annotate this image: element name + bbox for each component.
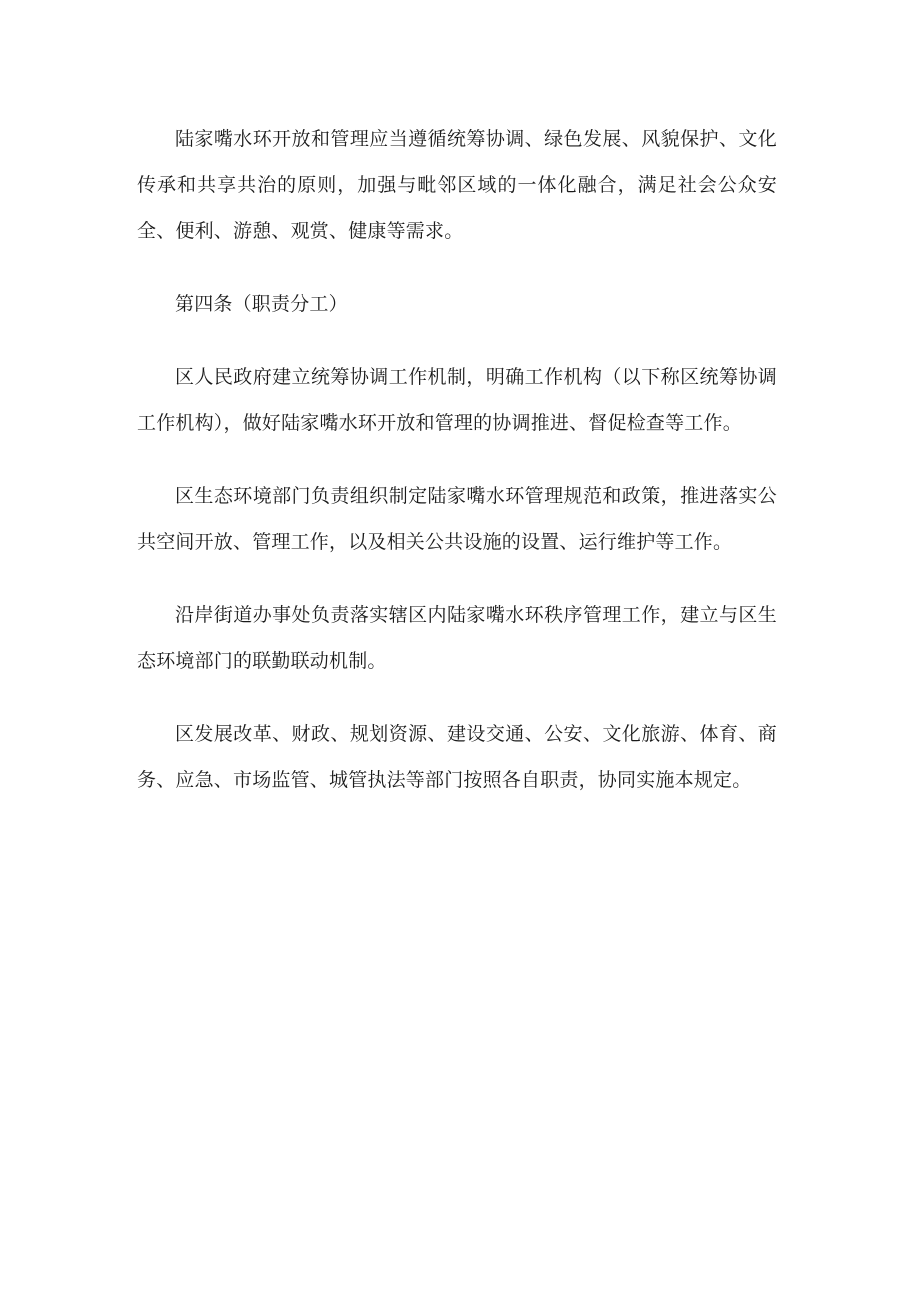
article-heading: 第四条（职责分工） [175, 293, 348, 315]
paragraph-other-departments: 区发展改革、财政、规划资源、建设交通、公安、文化旅游、体育、商务、应急、市场监管、城管执法等部门按照各自职责，协同实施本规定。 [137, 723, 777, 791]
document-body [137, 116, 777, 830]
paragraph-ecology-department: 区生态环境部门负责组织制定陆家嘴水环管理规范和政策，推进落实公共空间开放、管理工作，以及相关公共设施的设置、运行维护等工作。 [137, 485, 777, 553]
paragraph-district-government: 区人民政府建立统筹协调工作机制，明确工作机构（以下称区统筹协调工作机构），做好陆家嘴水环开放和管理的协调推进、督促检查等工作。 [137, 366, 777, 434]
paragraph-principles: 陆家嘴水环开放和管理应当遵循统筹协调、绿色发展、风貌保护、文化传承和共享共治的原则，加强与毗邻区域的一体化融合，满足社会公众安全、便利、游憩、观赏、健康等需求。 [137, 128, 777, 242]
paragraph-street-offices: 沿岸街道办事处负责落实辖区内陆家嘴水环秩序管理工作，建立与区生态环境部门的联勤联动机制。 [137, 604, 777, 672]
